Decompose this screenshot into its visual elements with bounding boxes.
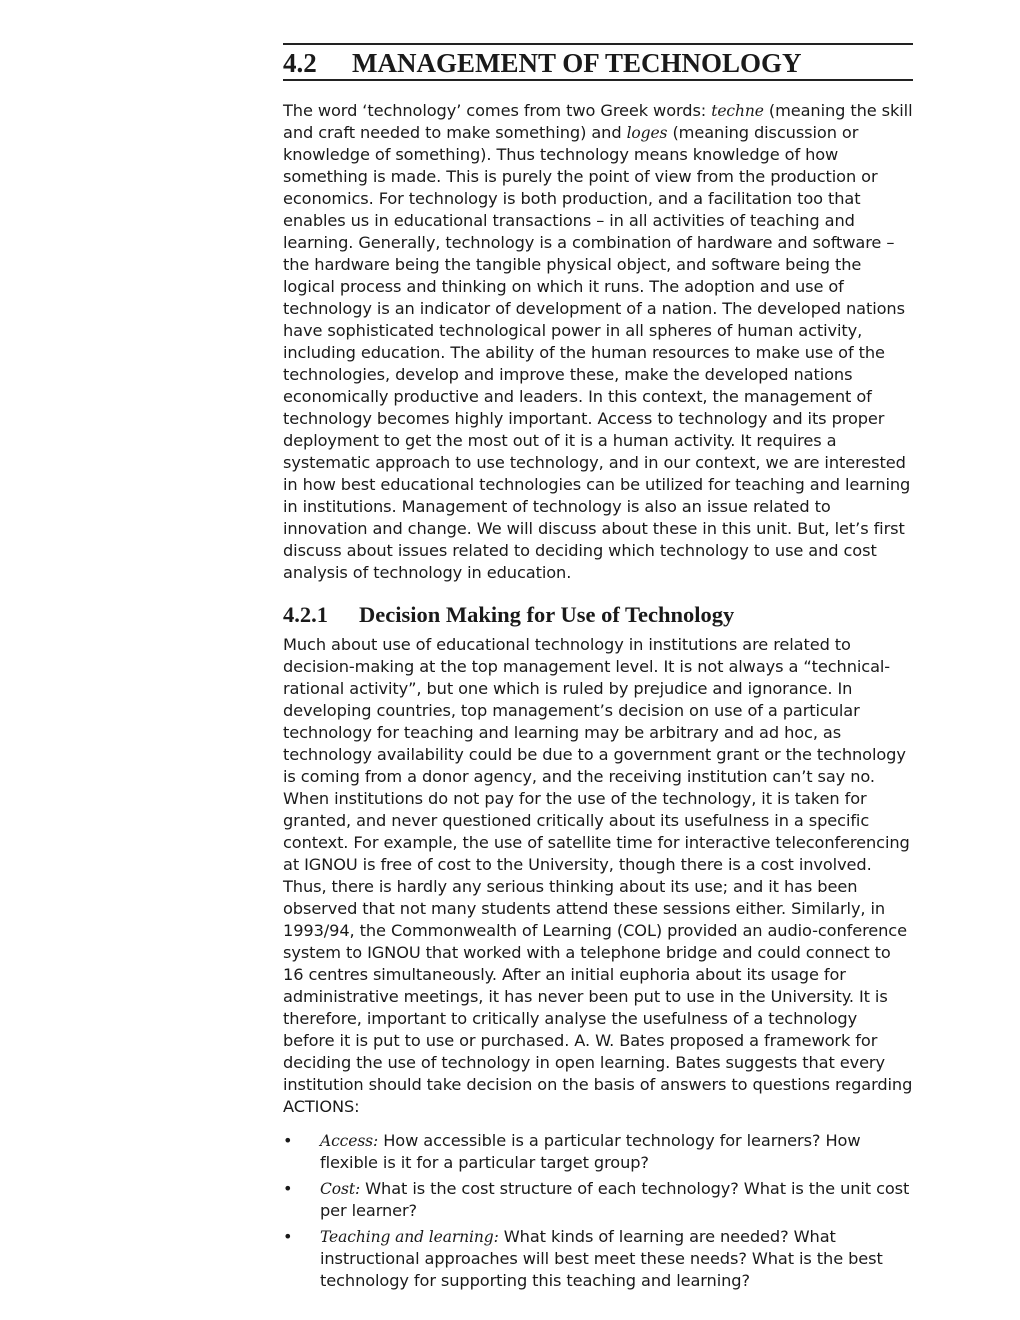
bullet-icon: •: [283, 1179, 293, 1198]
bullet-icon: •: [283, 1227, 293, 1246]
actions-list: [283, 1130, 913, 1292]
intro-text-1: The word ‘technology’ comes from two Greek words:: [283, 101, 712, 120]
bullet-text: What kinds of learning are needed? What instructional approaches will best meet these needs? What is the best technology for supporting this teaching and learning?: [320, 1227, 883, 1290]
bullet-term: Access:: [320, 1132, 379, 1150]
bullet-term: Teaching and learning:: [320, 1228, 499, 1246]
subsection-title: Decision Making for Use of Technology: [359, 602, 735, 627]
document-page: [283, 0, 913, 1296]
list-item-cost: [283, 1178, 913, 1222]
section-heading: [283, 43, 913, 81]
bullet-term: Cost:: [320, 1180, 361, 1198]
list-item-teaching-learning: [283, 1226, 913, 1292]
subsection-number: 4.2.1: [283, 602, 328, 627]
intro-text-2: (meaning the skill and craft needed to make something) and: [283, 101, 913, 142]
section-title: MANAGEMENT OF TECHNOLOGY: [352, 48, 802, 78]
decision-paragraph: Much about use of educational technology in institutions are related to decision-making at the top management level. It is not always a “technical-rational activity”, but one which is ruled by prejudice and ignorance. In developing countries, top management’s decision on use of a particular technology for teaching and learning may be arbitrary and ad hoc, as technology availability could be due to a government grant or the technology is coming from a donor agency, and the receiving institution can’t say no. When institutions do not pay for the use of the technology, it is taken for granted, and never questioned critically about its usefulness in a specific context. For example, the use of satellite time for interactive teleconferencing at IGNOU is free of cost to the University, though there is a cost involved. Thus, there is hardly any serious thinking about its use; and it has been observed that not many students attend these sessions either. Similarly, in 1993/94, the Commonwealth of Learning (COL) provided an audio-conference system to IGNOU that worked with a telephone bridge and could connect to 16 centres simultaneously. After an initial euphoria about its usage for administrative meetings, it has never been put to use in the University. It is therefore, important to critically analyse the usefulness of a technology before it is put to use or purchased. A. W. Bates proposed a framework for deciding the use of technology in open learning. Bates suggests that every institution should take decision on the basis of answers to questions regarding ACTIONS:: [283, 635, 913, 1116]
greek-term-loges: loges: [626, 124, 668, 142]
bullet-text: What is the cost structure of each technology? What is the unit cost per learner?: [320, 1179, 910, 1220]
list-item-access: [283, 1130, 913, 1174]
bullet-icon: •: [283, 1131, 293, 1150]
intro-text-3: (meaning discussion or knowledge of something). Thus technology means knowledge of how something is made. This is purely the point of view from the production or economics. For technology is both production, and a facilitation too that enables us in educational transactions – in all activities of teaching and learning. Generally, technology is a combination of hardware and software – the hardware being the tangible physical object, and software being the logical process and thinking on which it runs. The adoption and use of technology is an indicator of development of a nation. The developed nations have sophisticated technological power in all spheres of human activity, including education. The ability of the human resources to make use of the technologies, develop and improve these, make the developed nations economically productive and leaders. In this context, the management of technology becomes highly important. Access to technology and its proper deployment to get the most out of it is a human activity. It requires a systematic approach to use technology, and in our context, we are interested in how best educational technologies can be utilized for teaching and learning in institutions. Management of technology is also an issue related to innovation and change. We will discuss about these in this unit. But, let’s first discuss about issues related to deciding which technology to use and cost analysis of technology in education.: [283, 123, 911, 582]
bullet-text: How accessible is a particular technology for learners? How flexible is it for a particular target group?: [320, 1131, 861, 1172]
subsection-heading: [283, 602, 913, 628]
section-number: 4.2: [283, 48, 317, 78]
greek-term-techne: techne: [711, 102, 764, 120]
intro-paragraph: [283, 100, 913, 584]
